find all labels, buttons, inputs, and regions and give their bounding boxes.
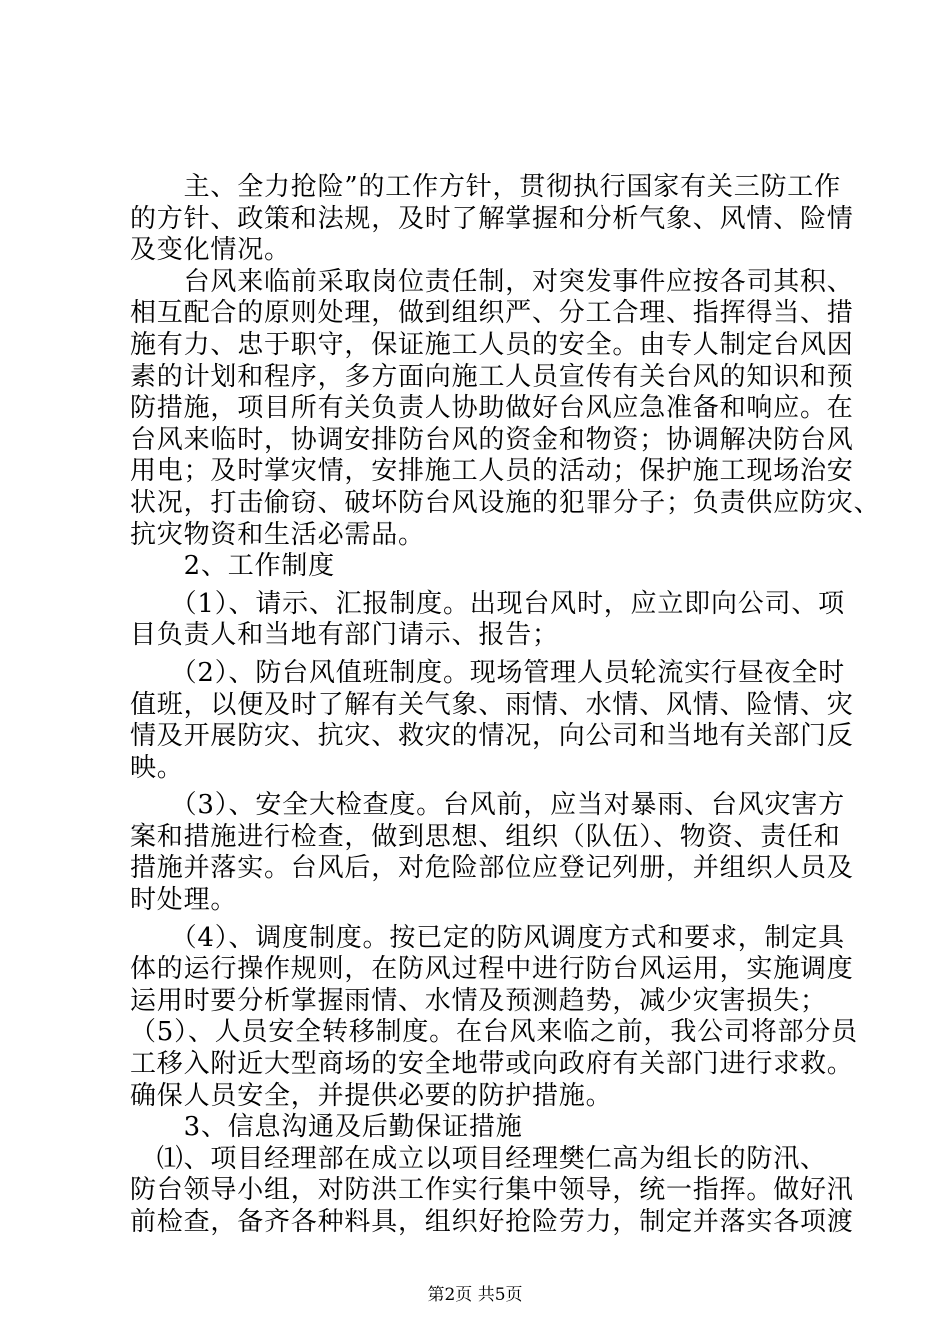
text-line: ⑴、项目经理部在成立以项目经理樊仁高为组长的防汛、: [130, 1143, 827, 1174]
text-line: 前检查，备齐各种料具，组织好抢险劳力，制定并落实各项渡: [130, 1207, 854, 1237]
text-line: 状况，打击偷窃、破坏防台风设施的犯罪分子；负责供应防灾、: [130, 487, 881, 518]
page-number-footer: 第2页 共5页: [427, 1285, 523, 1305]
text-line: 3、信息沟通及后勤保证措施: [130, 1112, 523, 1143]
section-heading: [130, 1112, 830, 1144]
paragraph: [130, 1143, 854, 1239]
document-body: [130, 172, 881, 1239]
paragraph: [130, 922, 858, 1113]
text-line: 体的运行操作规则，在防风过程中进行防台风运用，实施调度: [130, 954, 854, 985]
text-line: 目负责人和当地有部门请示、报告；: [130, 620, 559, 651]
paragraph: [130, 172, 854, 267]
text-line: 防台领导小组，对防洪工作实行集中领导，统一指挥。做好汛: [130, 1175, 854, 1206]
text-line: 案和措施进行检查，做到思想、组织（队伍）、物资、责任和: [130, 821, 841, 852]
text-line: 2、工作制度: [130, 551, 335, 582]
text-line: （5）、人员安全转移制度。在台风来临之前，我公司将部分员: [130, 1017, 858, 1048]
text-line: 相互配合的原则处理，做到组织严、分工合理、指挥得当、措: [130, 298, 854, 329]
text-line: （1）、请示、汇报制度。出现台风时，应立即向公司、项: [130, 588, 845, 619]
text-line: 用电；及时掌灾情，安排施工人员的活动；保护施工现场治安: [130, 456, 854, 487]
text-line: 运用时要分析掌握雨情、水情及预测趋势，减少灾害损失；: [130, 985, 827, 1016]
text-line: 值班，以便及时了解有关气象、雨情、水情、风情、险情、灾: [130, 689, 854, 720]
paragraph: [130, 657, 854, 784]
text-line: 素的计划和程序，多方面向施工人员宣传有关台风的知识和预: [130, 361, 854, 392]
text-line: 抗灾物资和生活必需品。: [130, 519, 425, 550]
text-line: （3）、安全大检查度。台风前，应当对暴雨、台风灾害方: [130, 790, 845, 821]
text-line: 台风来临时，协调安排防台风的资金和物资；协调解决防台风: [130, 424, 854, 455]
text-line: 主、全力抢险”的工作方针，贯彻执行国家有关三防工作: [130, 172, 841, 202]
text-line: 防措施，项目所有关负责人协助做好台风应急准备和响应。在: [130, 393, 854, 424]
text-line: 措施并落实。台风后，对危险部位应登记列册，并组织人员及: [130, 853, 854, 884]
text-line: 映。: [130, 752, 184, 783]
text-line: （2）、防台风值班制度。现场管理人员轮流实行昼夜全时: [130, 657, 845, 688]
text-line: 时处理。: [130, 885, 238, 916]
text-line: 工移入附近大型商场的安全地带或向政府有关部门进行求救。: [130, 1049, 854, 1080]
text-line: 及变化情况。: [130, 235, 291, 266]
paragraph: [130, 588, 845, 652]
text-line: 的方针、政策和法规，及时了解掌握和分析气象、风情、险情: [130, 203, 854, 234]
section-heading: [130, 551, 830, 583]
text-line: （4）、调度制度。按已定的防风调度方式和要求，制定具: [130, 922, 845, 953]
paragraph: [130, 266, 881, 551]
text-line: 台风来临前采取岗位责任制，对突发事件应按各司其积、: [130, 266, 854, 297]
text-line: 情及开展防灾、抗灾、救灾的情况，向公司和当地有关部门反: [130, 721, 854, 752]
text-line: 施有力、忠于职守，保证施工人员的安全。由专人制定台风因: [130, 329, 854, 360]
paragraph: [130, 790, 854, 916]
text-line: 确保人员安全，并提供必要的防护措施。: [130, 1080, 613, 1111]
